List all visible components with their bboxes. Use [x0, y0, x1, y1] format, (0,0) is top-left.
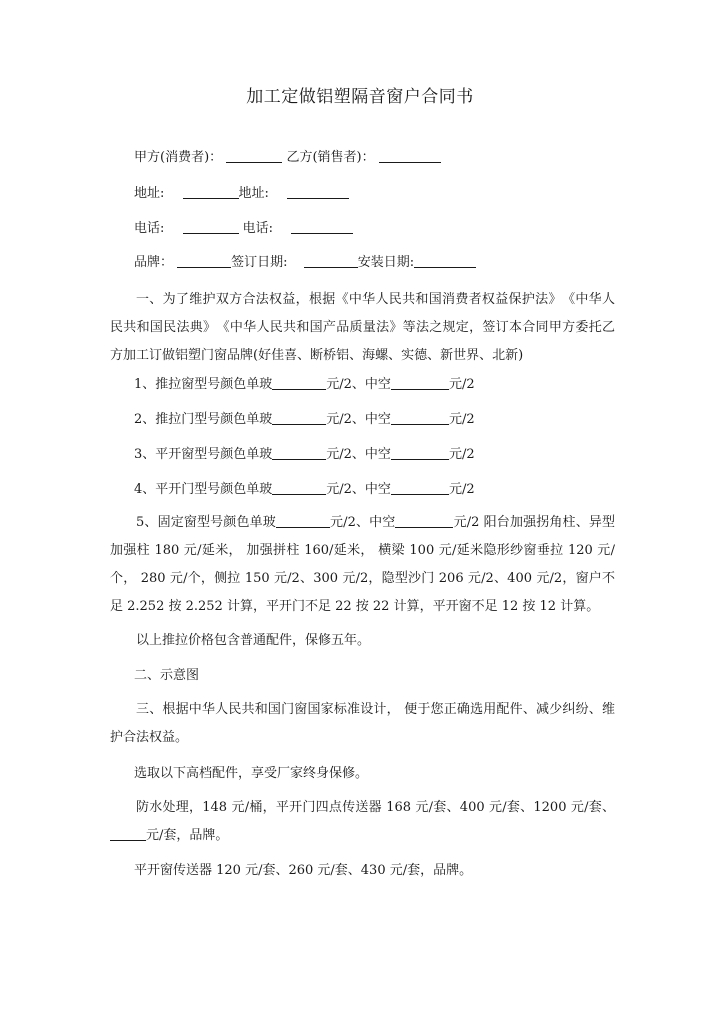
- price-single-blank[interactable]: [272, 447, 326, 460]
- price-item-suffix: 元/2: [448, 482, 475, 497]
- phone-b-blank[interactable]: [291, 221, 353, 234]
- price-single-blank[interactable]: [272, 412, 326, 425]
- brand-label: 品牌：: [134, 255, 174, 270]
- price-hollow-blank[interactable]: [391, 412, 449, 425]
- phone-label-b: 电话:: [242, 221, 274, 236]
- price-item-prefix: 2、推拉门型号颜色单玻: [134, 412, 273, 427]
- address-label-b: 地址:: [238, 186, 269, 201]
- clause-one: 一、为了维护双方合法权益，根据《中华人民共和国消费者权益保护法》 《中华人民共和国民法典》 《中华人民共和国产品质量法》等法之规定，签订本合同甲方委托乙方加工订做铝塑门窗品牌(好佳喜、断桥铝、海螺、实德、新世界、北新): [110, 292, 615, 363]
- address-a-blank[interactable]: [183, 186, 239, 199]
- price-item-suffix: 元/2: [448, 377, 475, 392]
- waterproof-blank[interactable]: [110, 828, 146, 841]
- install-date-label: 安装日期:: [357, 255, 415, 270]
- phone-a-blank[interactable]: [183, 221, 239, 234]
- waterproof-paragraph: [110, 794, 615, 850]
- party-a-label: 甲方(消费者)：: [134, 150, 223, 165]
- price-item-suffix: 元/2: [448, 447, 475, 462]
- party-a-blank[interactable]: [226, 150, 282, 163]
- premium-note: 选取以下高档配件，享受厂家终身保修。: [134, 766, 369, 781]
- warranty-note: 以上推拉价格包含普通配件，保修五年。: [136, 633, 371, 648]
- address-line: [134, 186, 349, 200]
- parties-line: [134, 150, 441, 164]
- party-b-label: 乙方(销售者)：: [286, 150, 375, 165]
- address-label-a: 地址:: [134, 186, 165, 201]
- clause-two: 二、示意图: [134, 668, 200, 683]
- clause-three: 三、根据中华人民共和国门窗国家标准设计， 便于您正确选用配件、减少纠纷、维护合法权益。: [110, 702, 615, 745]
- price-hollow-blank[interactable]: [391, 482, 449, 495]
- price-item-prefix: 1、推拉窗型号颜色单玻: [134, 377, 273, 392]
- price-item-mid: 元/2、中空: [326, 412, 391, 427]
- sign-date-label: 签订日期:: [231, 255, 288, 270]
- brand-blank[interactable]: [177, 255, 231, 268]
- brand-line: [134, 255, 476, 269]
- address-b-blank[interactable]: [287, 186, 349, 199]
- price-item-5: [110, 509, 615, 621]
- price-item-mid: 元/2、中空: [326, 447, 391, 462]
- party-b-blank[interactable]: [379, 150, 441, 163]
- price-item-2: [134, 412, 475, 426]
- price-item-4: [134, 482, 475, 496]
- page-title: 加工定做铝塑隔音窗户合同书: [246, 87, 474, 107]
- item5-hollow-blank[interactable]: [395, 515, 453, 528]
- sign-date-blank[interactable]: [304, 255, 358, 268]
- item5-rest: 元/2 阳台加强拐角柱、异型加强柱 180 元/延米， 加强拼柱 160/延米， 横梁 100 元/延米隐形纱窗垂拉 120 元/个， 280 元/个，侧拉 150 元/2、300 元/2，隐型沙门 206 元/2、400 元/2，窗户不足 2.252 按 2.252 计算，平开门不足 22 按 22 计算，平开窗不足 12 按 12 计算。: [110, 515, 615, 614]
- phone-line: [134, 221, 353, 235]
- waterproof-tail: 元/套，品牌。: [146, 828, 229, 843]
- casement-transmitter-line: 平开窗传送器 120 元/套、260 元/套、430 元/套，品牌。: [134, 863, 473, 878]
- waterproof-text: 防水处理，148 元/桶，平开门四点传送器 168 元/套、400 元/套、1200 元/套、: [136, 800, 615, 815]
- item5-single-blank[interactable]: [276, 515, 330, 528]
- price-item-1: [134, 377, 475, 391]
- item5-mid: 元/2、中空: [329, 515, 396, 530]
- install-date-blank[interactable]: [414, 255, 476, 268]
- price-item-mid: 元/2、中空: [326, 377, 391, 392]
- price-hollow-blank[interactable]: [391, 377, 449, 390]
- price-single-blank[interactable]: [272, 377, 326, 390]
- phone-label-a: 电话:: [134, 221, 165, 236]
- price-hollow-blank[interactable]: [391, 447, 449, 460]
- price-item-suffix: 元/2: [448, 412, 475, 427]
- price-item-mid: 元/2、中空: [326, 482, 391, 497]
- price-item-prefix: 4、平开门型号颜色单玻: [134, 482, 273, 497]
- price-item-3: [134, 447, 475, 461]
- item5-prefix: 5、固定窗型号颜色单玻: [136, 515, 276, 530]
- price-single-blank[interactable]: [272, 482, 326, 495]
- price-item-prefix: 3、平开窗型号颜色单玻: [134, 447, 273, 462]
